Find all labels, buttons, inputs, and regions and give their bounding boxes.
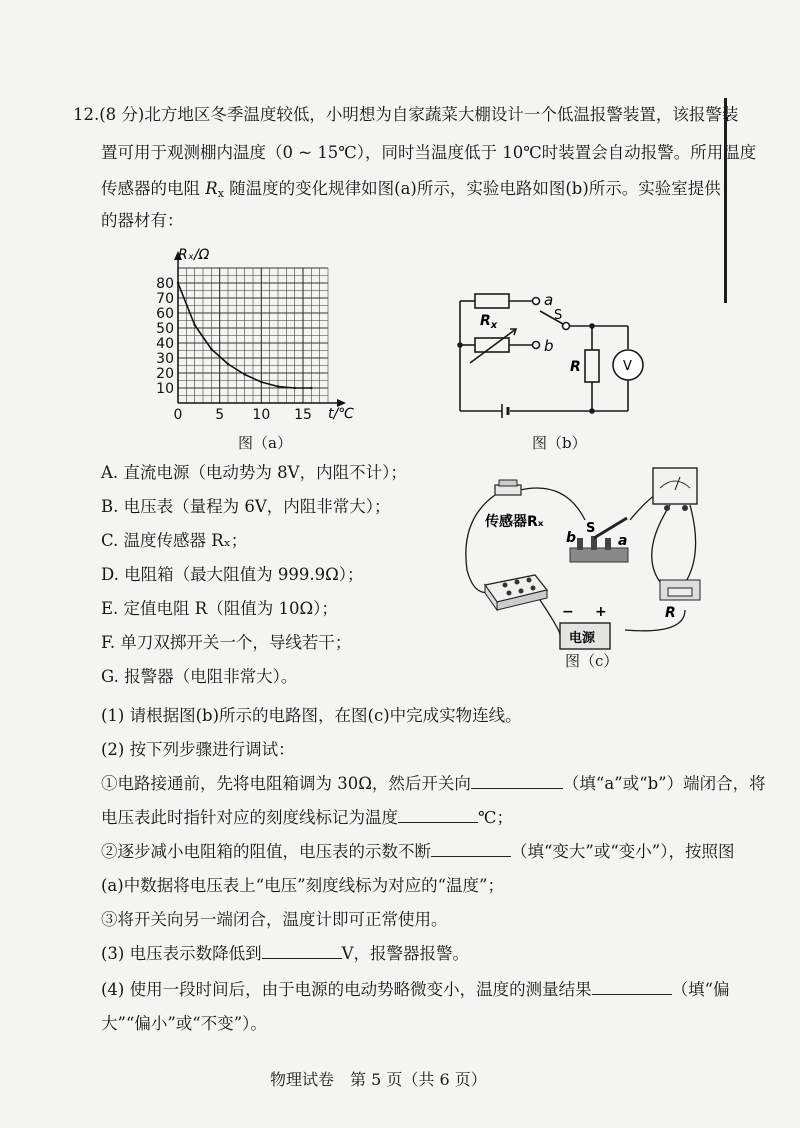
equipment-d: D. 电阻箱（最大阻值为 999.9Ω）；: [101, 565, 364, 584]
figure-a-caption: 图（a）: [238, 434, 292, 452]
sub-question-4-line-2: 大”“偏小”或“不变”）。: [101, 1014, 267, 1033]
source-label: 电源: [569, 631, 596, 646]
x-tick-label: 15: [294, 407, 312, 423]
sub-question-1: (1) 请根据图(b)所示的电路图，在图(c)中完成实物连线。: [101, 706, 522, 725]
answer-blank-measurement[interactable]: [592, 980, 672, 995]
switch-label-b: b: [566, 530, 577, 546]
question-number: 12.: [73, 105, 100, 124]
sub-question-3: (3) 电压表示数降低到 V，报警器报警。: [101, 944, 470, 963]
answer-blank-switch[interactable]: [471, 774, 563, 789]
figure-b-caption: 图（b）: [532, 434, 587, 452]
answer-blank-voltage-change[interactable]: [431, 842, 511, 857]
figure-b-circuit: [450, 283, 660, 418]
data-point: [210, 348, 212, 350]
switch-label-s: S: [586, 521, 596, 536]
question-line-1: [73, 105, 738, 125]
label-rx: $R_x$: [480, 313, 498, 331]
step-2-line-2: (a)中数据将电压表上“电压”刻度线标为对应的“温度”；: [101, 876, 504, 895]
data-point: [293, 387, 295, 389]
label-r: R: [570, 359, 581, 375]
figure-c-apparatus: [455, 460, 720, 660]
equipment-b: B. 电压表（量程为 6V，内阻非常大）；: [101, 497, 391, 516]
y-tick-label: 40: [156, 336, 174, 352]
step-2-line-1: ②逐步减小电阻箱的阻值，电压表的示数不断 （填“变大”或“变小”），按照图: [101, 842, 735, 861]
data-point: [243, 373, 245, 375]
label-v: V: [623, 359, 632, 374]
x-tick-label: 10: [252, 407, 271, 423]
label-switch: S: [554, 308, 563, 323]
answer-blank-temperature[interactable]: [398, 808, 478, 823]
figure-a-graph: [150, 245, 380, 435]
y-tick-label: 30: [156, 351, 174, 367]
equipment-c: C. 温度传感器 Rₓ；: [101, 531, 248, 550]
equipment-g: G. 报警器（电阻非常大）。: [101, 667, 298, 686]
sensor-device: [495, 480, 521, 495]
data-point: [227, 363, 229, 365]
label-a: a: [544, 291, 554, 309]
data-point: [310, 387, 312, 389]
figure-c-caption: 图（c）: [565, 652, 619, 670]
chart-axes: [174, 251, 346, 407]
label-b: b: [544, 337, 554, 355]
y-tick-label: 80: [156, 276, 174, 292]
resistance-box-symbol: [475, 338, 509, 352]
equipment-f: F. 单刀双掷开关一个，导线若干；: [101, 633, 352, 652]
data-point: [177, 282, 179, 284]
source-plus: +: [595, 604, 607, 620]
y-axis-label: Rₓ/Ω: [178, 247, 210, 263]
resistance-box-device: [485, 575, 547, 610]
x-tick-label: 0: [173, 407, 183, 423]
resistor-device: [660, 580, 700, 600]
answer-blank-alarm-voltage[interactable]: [262, 944, 342, 959]
question-line-4: 的器材有：: [101, 211, 184, 230]
y-tick-label: 70: [156, 291, 174, 307]
source-minus: −: [562, 604, 574, 620]
step-1-line-1: ①电路接通前，先将电阻箱调为 30Ω，然后开关向 （填“a”或“b”）端闭合，将: [101, 774, 766, 793]
terminal-b: [533, 342, 540, 349]
sub-question-4-line-1: (4) 使用一段时间后，由于电源的电动势略微变小，温度的测量结果 （填“偏: [101, 980, 730, 999]
equipment-a: A. 直流电源（电动势为 8V，内阻不计）；: [101, 463, 407, 482]
sub-question-2: (2) 按下列步骤进行调试：: [101, 740, 295, 759]
resistor-r-symbol: [585, 350, 599, 382]
x-tick-label: 5: [215, 407, 225, 423]
question-score: (8 分): [99, 105, 145, 124]
data-point: [193, 324, 195, 326]
sensor-rx-symbol: [475, 294, 509, 308]
question-line-2: 置可用于观测棚内温度（0 ~ 15℃），同时当温度低于 10℃时装置会自动报警。所用温度: [101, 143, 757, 162]
step-3: ③将开关向另一端闭合，温度计即可正常使用。: [101, 910, 448, 929]
resistor-label: R: [665, 605, 676, 621]
data-point: [260, 381, 262, 383]
y-tick-label: 20: [156, 366, 174, 382]
margin-bar: [724, 98, 727, 303]
x-axis-label: t/℃: [328, 406, 354, 422]
equipment-e: E. 定值电阻 R（阻值为 10Ω）；: [101, 599, 338, 618]
question-line-3: 传感器的电阻 $R_x$ 随温度的变化规律如图(a)所示，实验电路如图(b)所示。实验室提供: [101, 179, 721, 200]
y-tick-label: 60: [156, 306, 174, 322]
page-footer: 物理试卷 第 5 页（共 6 页）: [270, 1070, 487, 1089]
switch-label-a: a: [618, 533, 628, 549]
terminal-a: [533, 298, 540, 305]
voltmeter-device: [653, 468, 697, 511]
chart-grid: [178, 268, 328, 403]
step-1-line-2: 电压表此时指针对应的刻度线标记为温度 ℃；: [101, 808, 513, 827]
question-text-1: 北方地区冬季温度较低，小明想为自家蔬菜大棚设计一个低温报警装置，该报警装: [144, 105, 739, 124]
y-tick-label: 10: [156, 381, 174, 397]
sensor-label: 传感器Rₓ: [485, 514, 544, 530]
y-tick-label: 50: [156, 321, 174, 337]
data-point: [277, 385, 279, 387]
